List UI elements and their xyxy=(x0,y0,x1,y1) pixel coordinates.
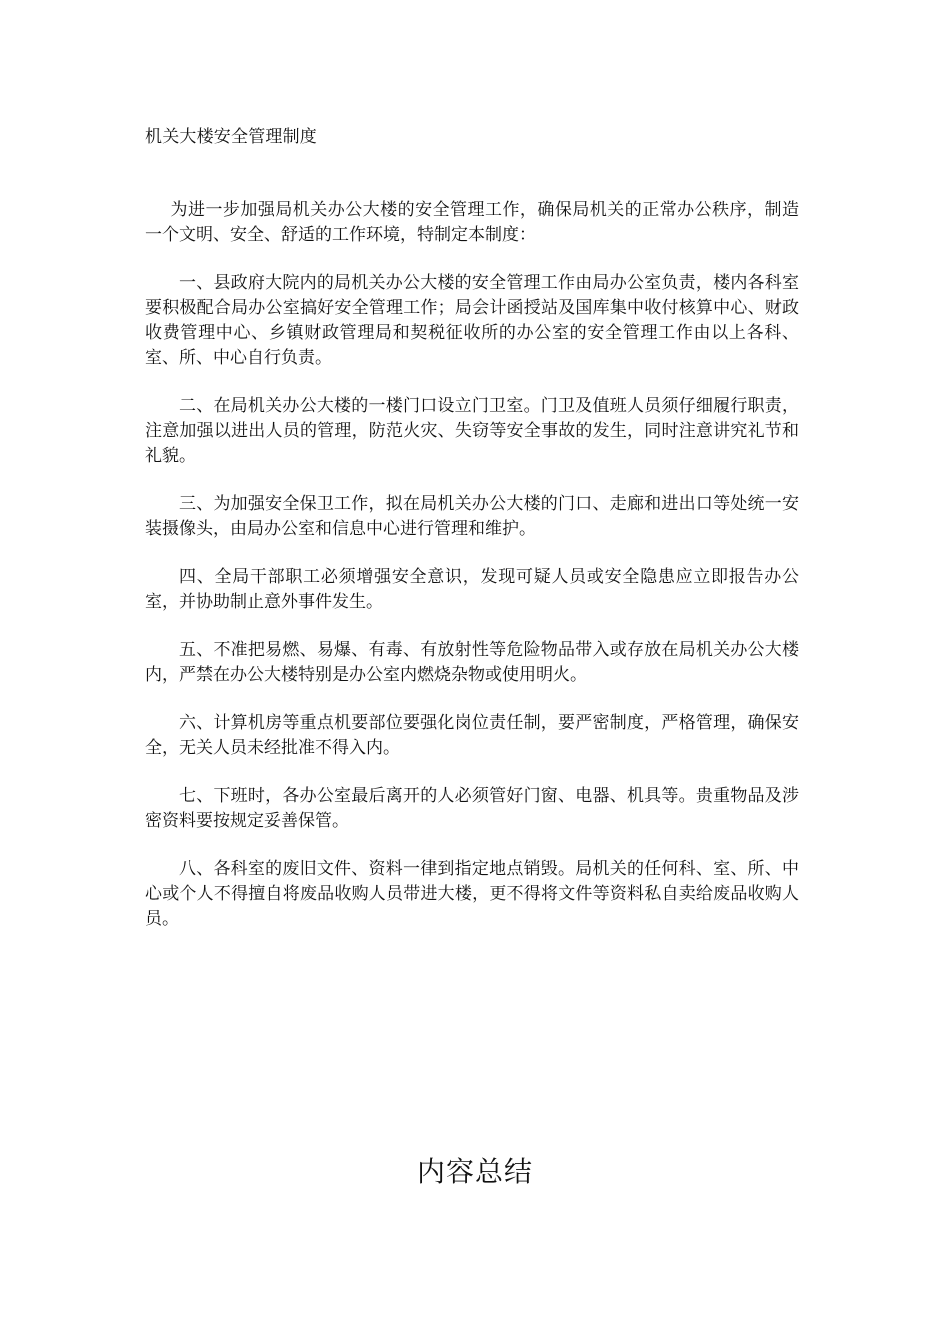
document-body xyxy=(145,198,799,955)
article-1: 一、县政府大院内的局机关办公大楼的安全管理工作由局办公室负责，楼内各科室要积极配合局办公室搞好安全管理工作；局会计函授站及国库集中收付核算中心、财政收费管理中心、乡镇财政管理局和契税征收所的办公室的安全管理工作由以上各科、室、所、中心自行负责。 xyxy=(145,273,799,368)
article-5: 五、不准把易燃、易爆、有毒、有放射性等危险物品带入或存放在局机关办公大楼内，严禁在办公大楼特别是办公室内燃烧杂物或使用明火。 xyxy=(145,640,799,685)
article-2: 二、在局机关办公大楼的一楼门口设立门卫室。门卫及值班人员须仔细履行职责，注意加强以进出人员的管理，防范火灾、失窃等安全事故的发生，同时注意讲究礼节和礼貌。 xyxy=(145,396,799,466)
article-4: 四、全局干部职工必须增强安全意识，发现可疑人员或安全隐患应立即报告办公室，并协助制止意外事件发生。 xyxy=(145,567,799,612)
article-6: 六、计算机房等重点机要部位要强化岗位责任制，要严密制度，严格管理，确保安全，无关人员未经批准不得入内。 xyxy=(145,713,799,758)
summary-heading: 内容总结 xyxy=(416,1155,533,1188)
article-7: 七、下班时，各办公室最后离开的人必须管好门窗、电器、机具等。贵重物品及涉密资料要按规定妥善保管。 xyxy=(145,786,799,831)
document-title: 机关大楼安全管理制度 xyxy=(145,127,317,147)
intro-paragraph: 为进一步加强局机关办公大楼的安全管理工作，确保局机关的正常办公秩序，制造一个文明、安全、舒适的工作环境，特制定本制度： xyxy=(145,200,799,245)
article-8: 八、各科室的废旧文件、资料一律到指定地点销毁。局机关的任何科、室、所、中心或个人不得擅自将废品收购人员带进大楼，更不得将文件等资料私自卖给废品收购人员。 xyxy=(145,859,799,929)
article-3: 三、为加强安全保卫工作，拟在局机关办公大楼的门口、走廊和进出口等处统一安装摄像头，由局办公室和信息中心进行管理和维护。 xyxy=(145,494,799,539)
